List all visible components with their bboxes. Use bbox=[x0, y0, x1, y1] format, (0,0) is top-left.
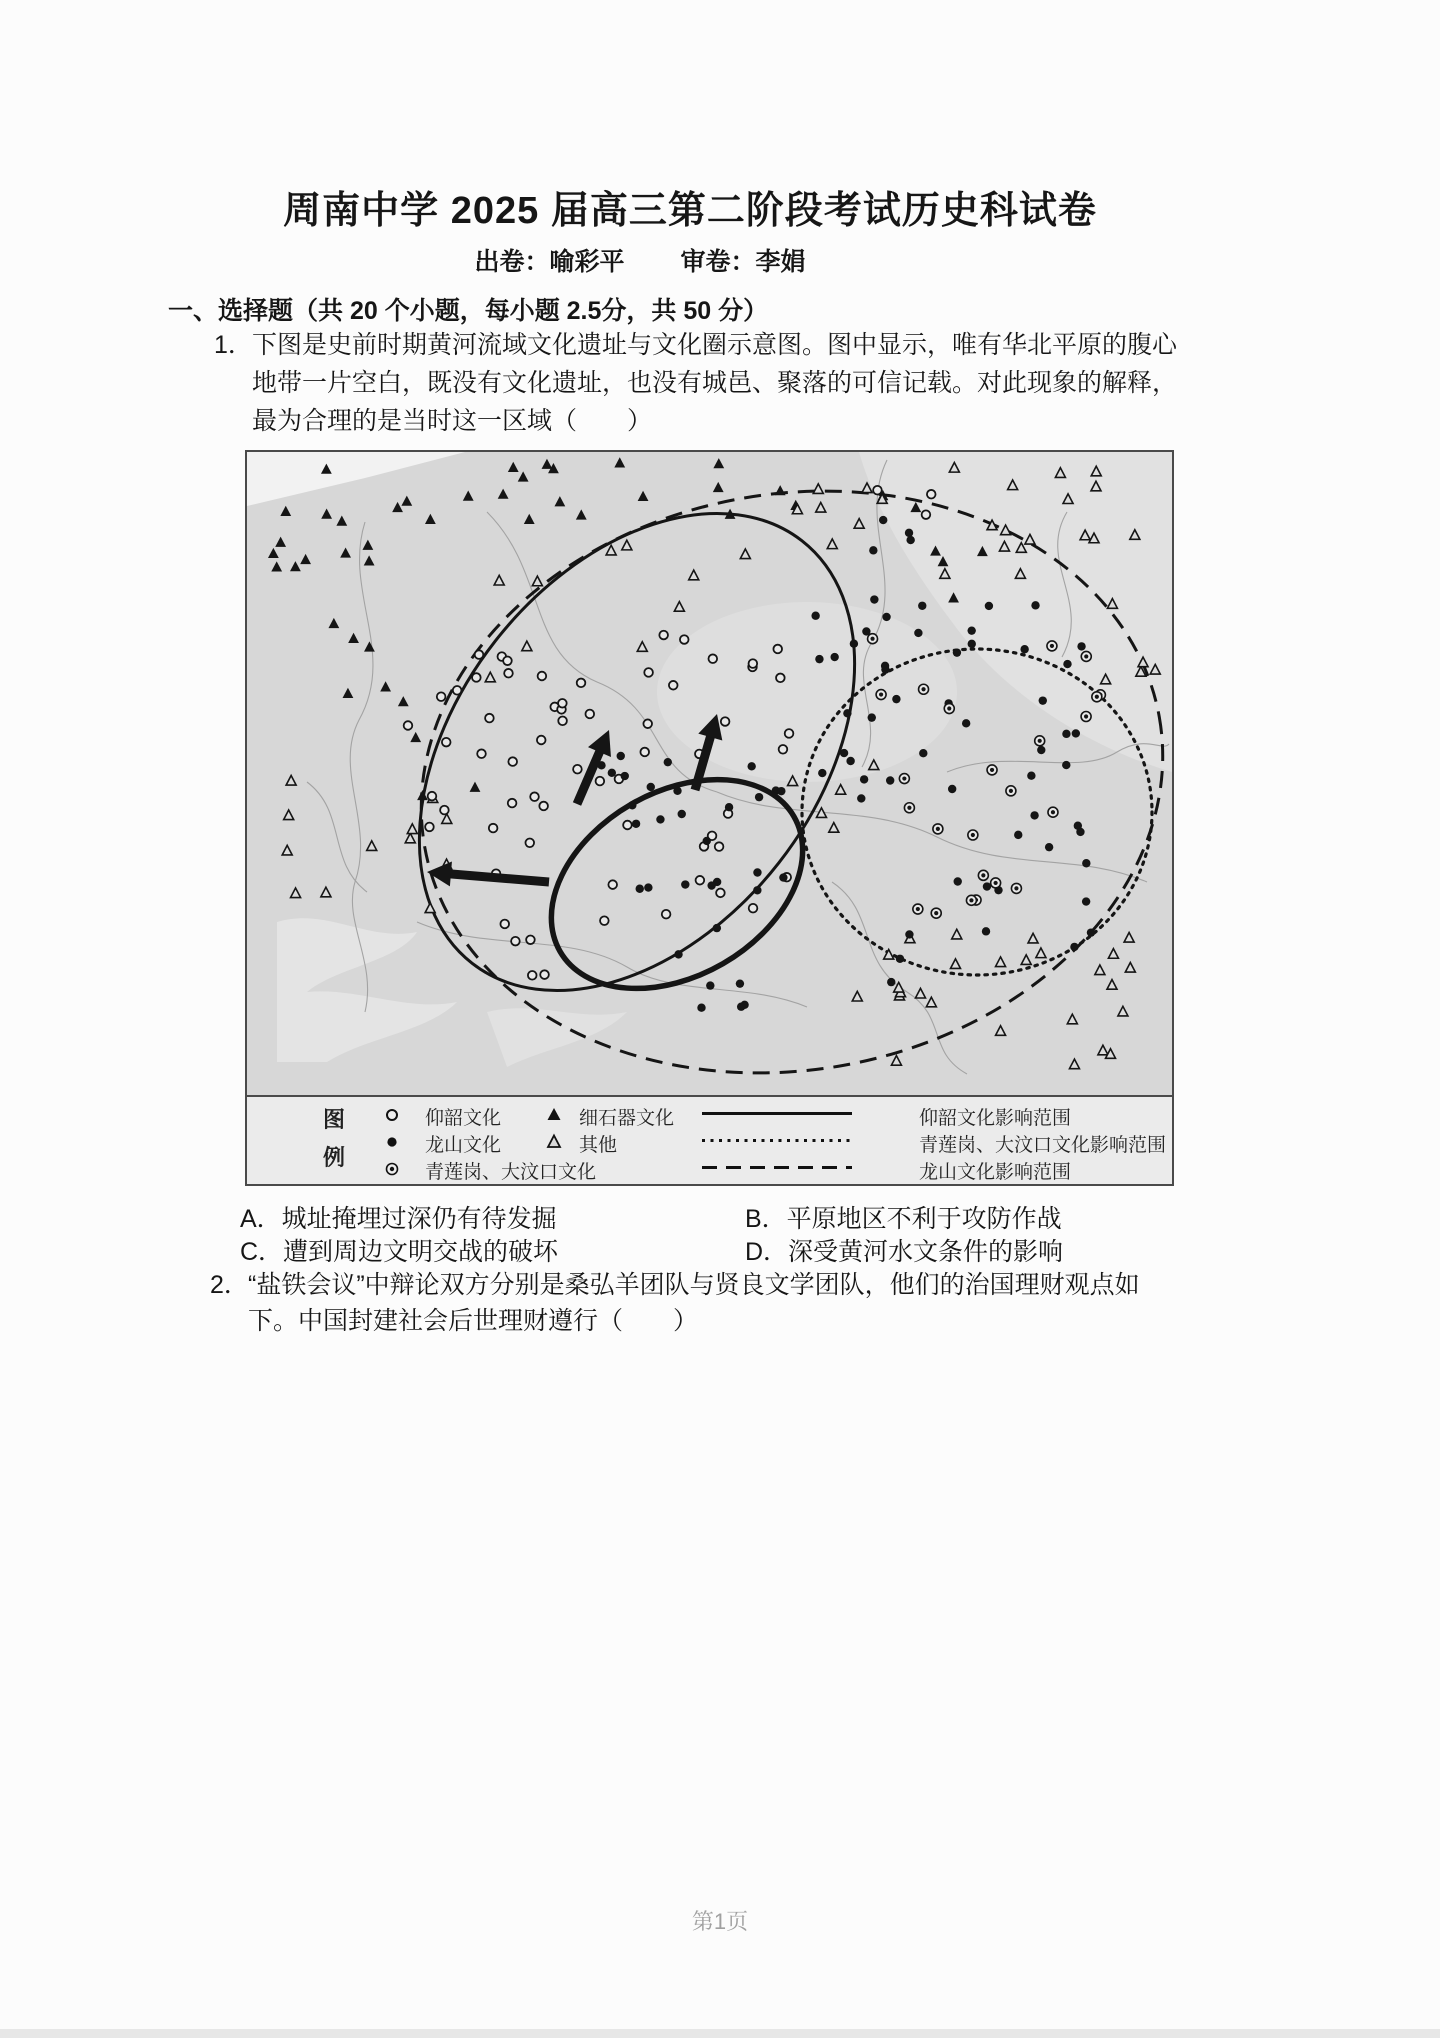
legend-label-other: 其他 bbox=[579, 1135, 618, 1156]
legend-title-top: 图 bbox=[323, 1107, 346, 1132]
question1-number: 1． bbox=[214, 331, 253, 359]
legend-title-bottom: 例 bbox=[323, 1145, 346, 1170]
map-legend bbox=[247, 1095, 1172, 1184]
page-footer: 第1页 bbox=[691, 1909, 749, 1934]
dashed-line-sample bbox=[702, 1166, 852, 1169]
question1-option-a: A．城址掩埋过深仍有待发掘 bbox=[240, 1205, 557, 1233]
filled-circle-icon bbox=[383, 1132, 401, 1150]
legend-label-longshan-zone: 龙山文化影响范围 bbox=[919, 1162, 1072, 1183]
question1-line3: 最为合理的是当时这一区域（ ） bbox=[252, 407, 653, 435]
question1-option-c: C．遭到周边文明交战的破坏 bbox=[240, 1238, 559, 1266]
legend-label-longshan: 龙山文化 bbox=[425, 1135, 502, 1156]
exam-reviewer: 审卷：李娟 bbox=[680, 248, 806, 276]
page-bottom-edge bbox=[0, 2029, 1440, 2038]
exam-setter: 出卷：喻彩平 bbox=[474, 248, 625, 276]
question2-line1: “盐铁会议”中辩论双方分别是桑弘羊团队与贤良文学团队，他们的治国理财观点如 bbox=[248, 1271, 1140, 1299]
question2-line2: 下。中国封建社会后世理财遵行（ ） bbox=[248, 1307, 699, 1335]
dotted-line-sample bbox=[702, 1139, 852, 1142]
exam-credits bbox=[0, 247, 1280, 278]
legend-label-qingliangang: 青莲岗、大汶口文化 bbox=[425, 1162, 597, 1183]
culture-map-figure bbox=[245, 450, 1174, 1186]
question1-line2: 地带一片空白，既没有文化遗址，也没有城邑、聚落的可信记载。对此现象的解释， bbox=[252, 369, 1178, 397]
page-title: 周南中学 2025 届高三第二阶段考试历史科试卷 bbox=[283, 190, 1097, 232]
legend-label-yangshao-zone: 仰韶文化影响范围 bbox=[919, 1108, 1072, 1129]
question2-number: 2． bbox=[210, 1271, 249, 1299]
question1-option-d: D．深受黄河水文条件的影响 bbox=[745, 1238, 1064, 1266]
legend-label-yangshao: 仰韶文化 bbox=[425, 1108, 502, 1129]
question1-line1: 下图是史前时期黄河流域文化遗址与文化圈示意图。图中显示，唯有华北平原的腹心 bbox=[252, 331, 1178, 359]
open-circle-icon bbox=[383, 1105, 401, 1123]
filled-triangle-icon bbox=[545, 1105, 563, 1123]
double-circle-icon bbox=[383, 1159, 401, 1177]
culture-map bbox=[247, 452, 1172, 1095]
open-triangle-icon bbox=[545, 1132, 563, 1150]
legend-label-xishiqi: 细石器文化 bbox=[579, 1108, 675, 1129]
legend-label-qingliangang-zone: 青莲岗、大汶口文化影响范围 bbox=[919, 1135, 1167, 1156]
section-heading: 一、选择题（共 20 个小题，每小题 2.5分，共 50 分） bbox=[168, 297, 769, 325]
question1-option-b: B．平原地区不利于攻防作战 bbox=[745, 1205, 1062, 1233]
solid-line-sample bbox=[702, 1112, 852, 1115]
